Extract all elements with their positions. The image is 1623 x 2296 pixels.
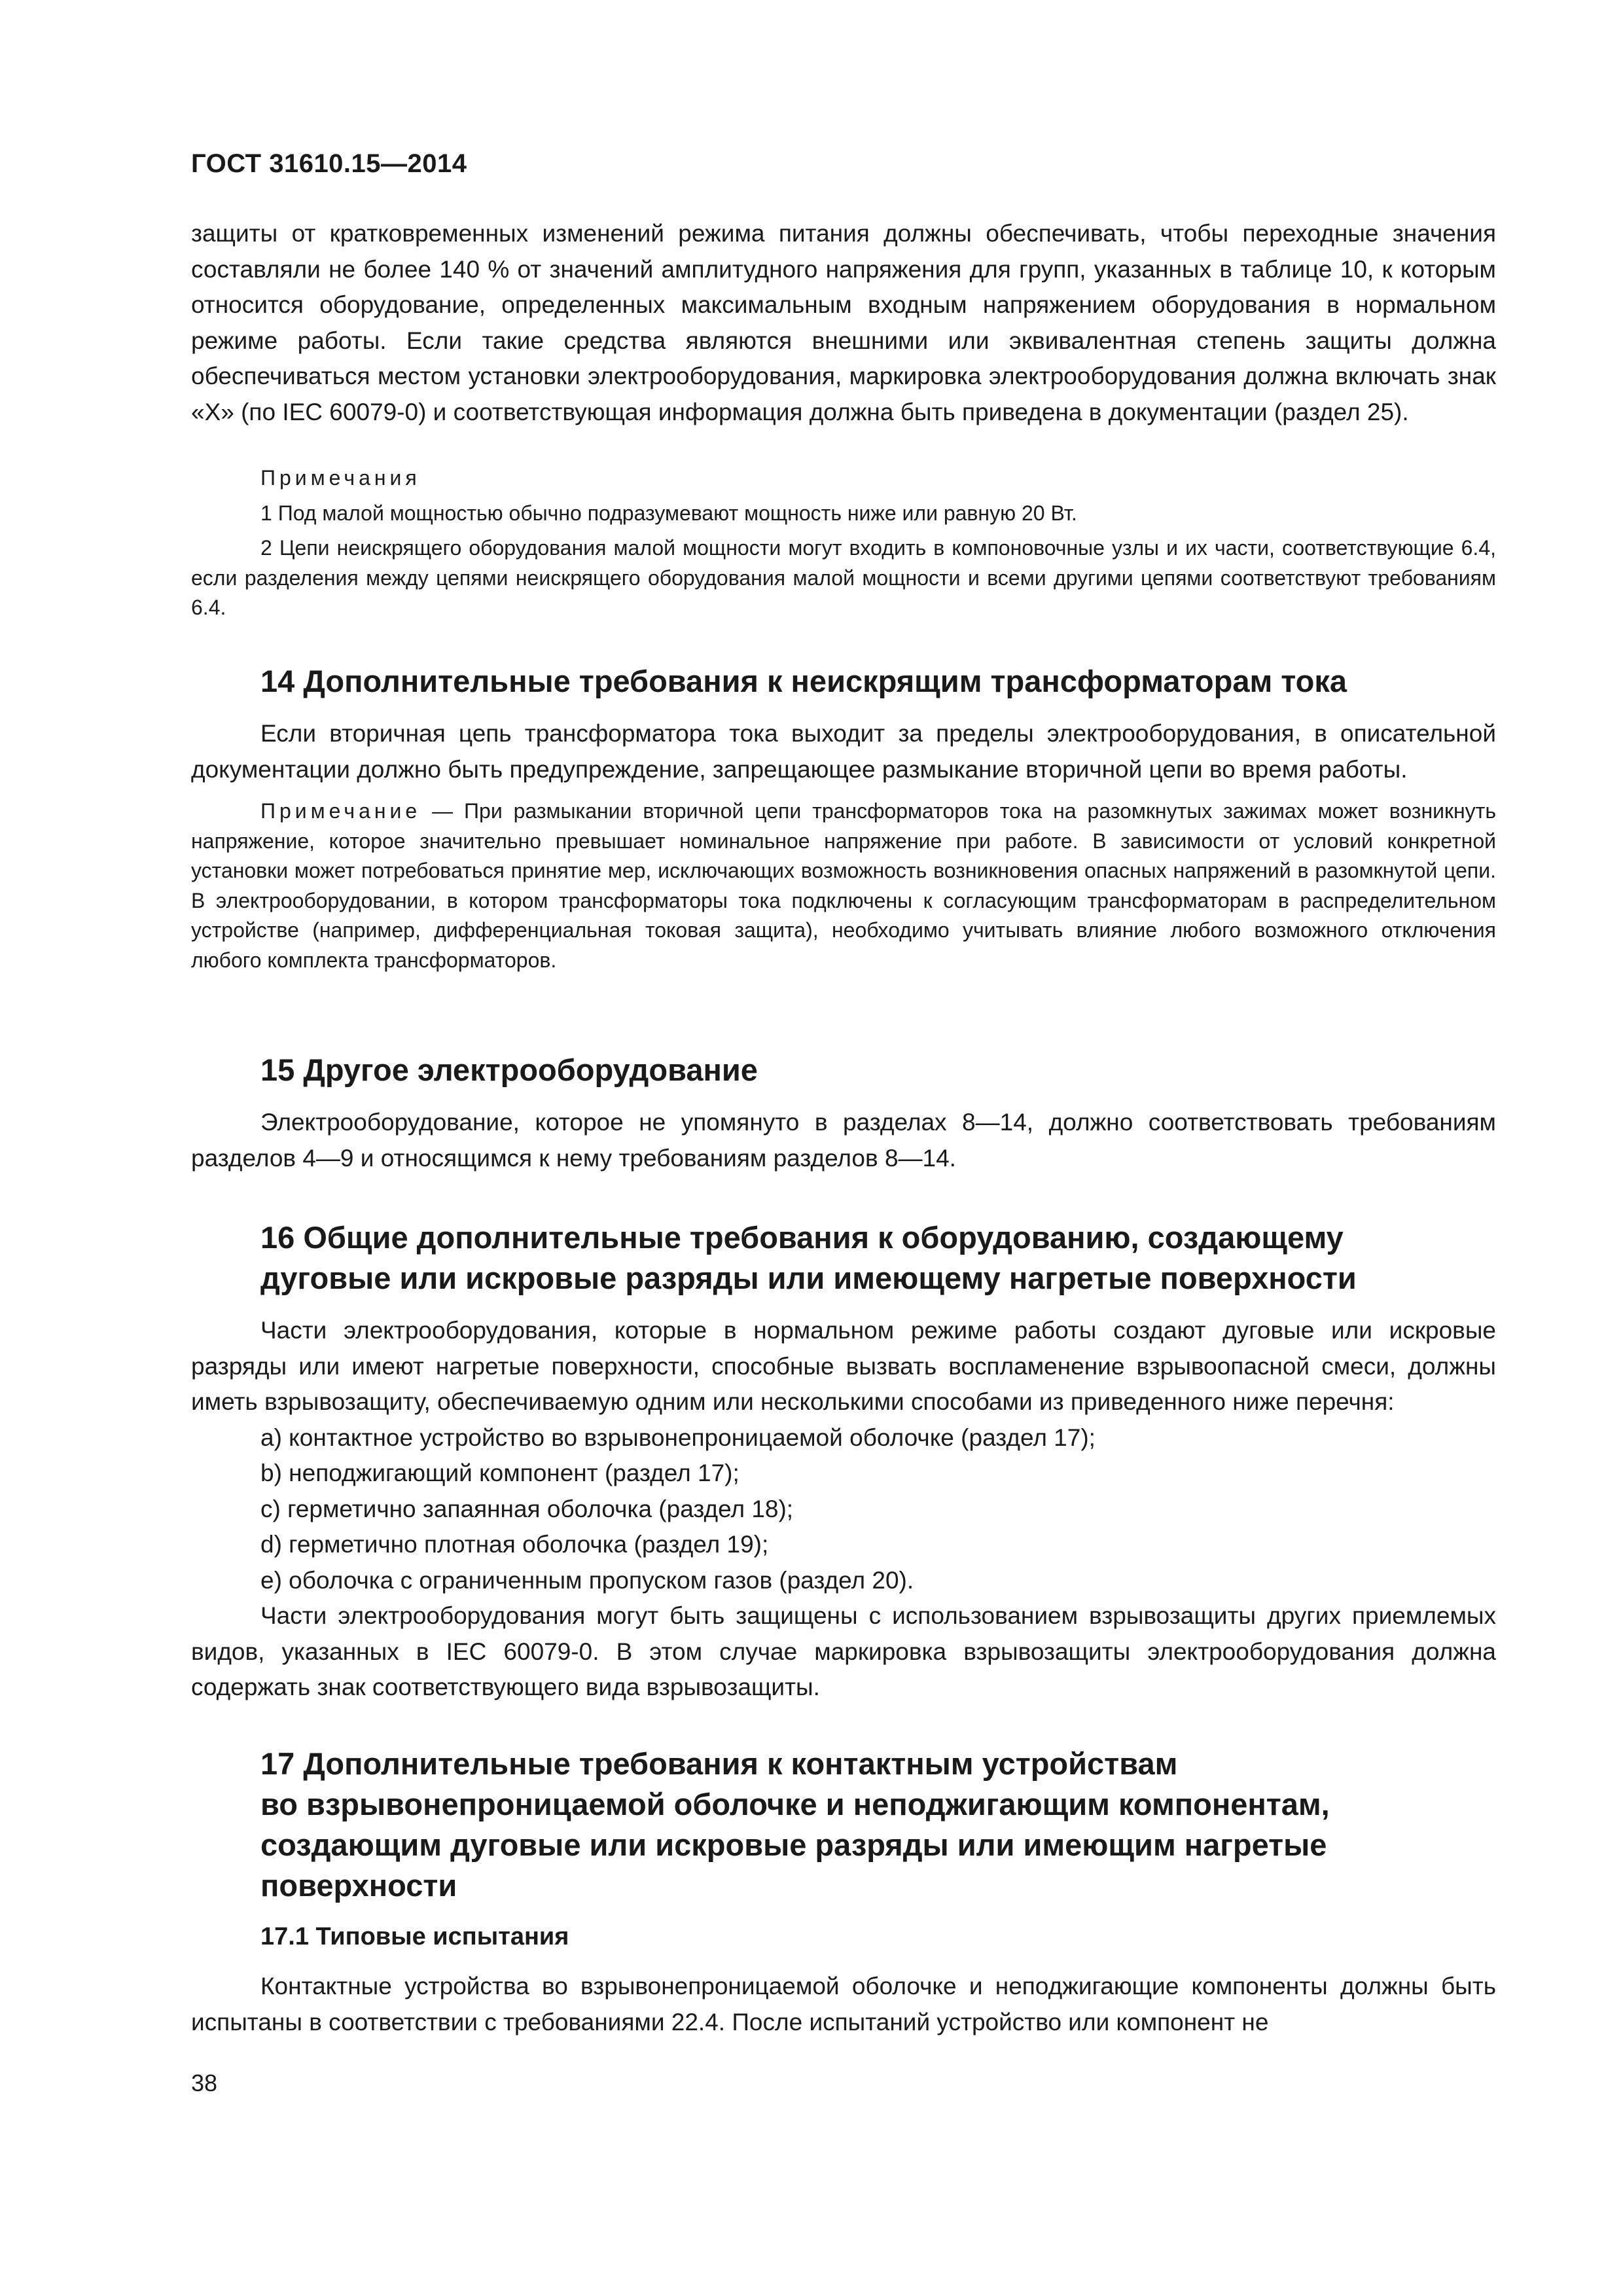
section-16-title-line-1: 16 Общие дополнительные требования к оборудованию, создающему <box>260 1220 1344 1255</box>
list-item: c) герметично запаянная оболочка (раздел 18); <box>260 1495 794 1522</box>
section-15-body: Электрооборудование, которое не упомянуто в разделах 8—14, должно соответствовать требованиям разделов 4—9 и относящимся к нему требованиям разделов 8—14. <box>191 1109 1496 1172</box>
section-17 <box>191 1744 1496 2040</box>
notes-block <box>191 463 1496 623</box>
section-17-1-title: 17.1 Типовые испытания <box>260 1923 569 1950</box>
section-15-title: 15 Другое электрооборудование <box>260 1052 758 1087</box>
section-16 <box>191 1217 1496 1706</box>
notes-label: Примечания <box>260 466 421 490</box>
section-15 <box>191 1050 1496 1176</box>
section-14-body: Если вторичная цепь трансформатора тока выходит за пределы электрооборудования, в описательной документации должно быть предупреждение, запрещающее размыкание вторичной цепи во время работы. <box>191 720 1496 783</box>
list-item: b) неподжигающий компонент (раздел 17); <box>260 1460 740 1486</box>
section-17-title-line-2: во взрывонепроницаемой оболочке и неподжигающим компонентам, <box>260 1787 1330 1821</box>
section-16-body: Части электрооборудования, которые в нормальном режиме работы создают дуговые или искровые разряды или имеют нагретые поверхности, способные вызвать воспламенение взрывоопасной смеси, должны иметь взрывозащиту, обеспечиваемую одним или несколькими способами из приведенного ниже перечня: <box>191 1317 1496 1415</box>
section-16-body-2: Части электрооборудования могут быть защищены с использованием взрывозащиты других приемлемых видов, указанных в IEC 60079-0. В этом случае маркировка взрывозащиты электрооборудования должна содержать знак соответствующего вида взрывозащиты. <box>191 1602 1496 1700</box>
section-17-title-line-1: 17 Дополнительные требования к контактным устройствам <box>260 1746 1178 1781</box>
intro-paragraph: защиты от кратковременных изменений режима питания должны обеспечивать, чтобы переходные значения составляли не более 140 % от значений амплитудного напряжения для групп, указанных в таблице 10, к которым относится оборудование, определенных максимальным входным напряжением оборудования в нормальном режиме работы. Если такие средства являются внешними или эквивалентная степень защиты должна обеспечиваться местом установки электрооборудования, маркировка электрооборудования должна включать знак «X» (по IEC 60079-0) и соответствующая информация должна быть приведена в документации (раздел 25). <box>191 220 1496 425</box>
document-header: ГОСТ 31610.15—2014 <box>191 149 467 178</box>
section-14-note-label: Примечание <box>260 799 421 823</box>
section-17-title-line-3: создающим дуговые или искровые разряды или имеющим нагретые <box>260 1827 1327 1862</box>
intro-paragraph-block <box>191 216 1496 430</box>
section-17-1-body: Контактные устройства во взрывонепроницаемой оболочке и неподжигающие компоненты должны быть испытаны в соответствии с требованиями 22.4. После испытаний устройство или компонент не <box>191 1973 1496 2036</box>
section-14 <box>191 661 1496 975</box>
list-item: d) герметично плотная оболочка (раздел 19); <box>260 1531 769 1558</box>
note-item-2: 2 Цепи неискрящего оборудования малой мощности могут входить в компоновочные узлы и их части, соответствующие 6.4, если разделения между цепями неискрящего оборудования малой мощности и всеми другими цепями соответствуют требованиям 6.4. <box>191 536 1496 619</box>
section-14-note-text: — При размыкании вторичной цепи трансформаторов тока на разомкнутых зажимах может возникнуть напряжение, которое значительно превышает номинальное напряжение при работе. В зависимости от условий конкретной установки может потребоваться принятие мер, исключающих возможность возникновения опасных напряжений в разомкнутой цепи. В электрооборудовании, в котором трансформаторы тока подключены к согласующим трансформаторам в распределительном устройстве (например, дифференциальная токовая защита), необходимо учитывать влияние любого возможного отключения любого комплекта трансформаторов. <box>191 799 1496 972</box>
note-item-1: 1 Под малой мощностью обычно подразумевают мощность ниже или равную 20 Вт. <box>260 501 1077 525</box>
section-16-title-line-2: дуговые или искровые разряды или имеющему нагретые поверхности <box>260 1261 1357 1295</box>
section-14-note <box>191 797 1496 975</box>
page-number: 38 <box>191 2070 218 2096</box>
section-16-list <box>191 1420 1496 1599</box>
list-item: а) контактное устройство во взрывонепроницаемой оболочке (раздел 17); <box>260 1424 1096 1451</box>
section-17-title-line-4: поверхности <box>260 1868 457 1903</box>
section-14-title: 14 Дополнительные требования к неискрящим трансформаторам тока <box>260 664 1347 698</box>
list-item: e) оболочка с ограниченным пропуском газов (раздел 20). <box>260 1566 914 1594</box>
